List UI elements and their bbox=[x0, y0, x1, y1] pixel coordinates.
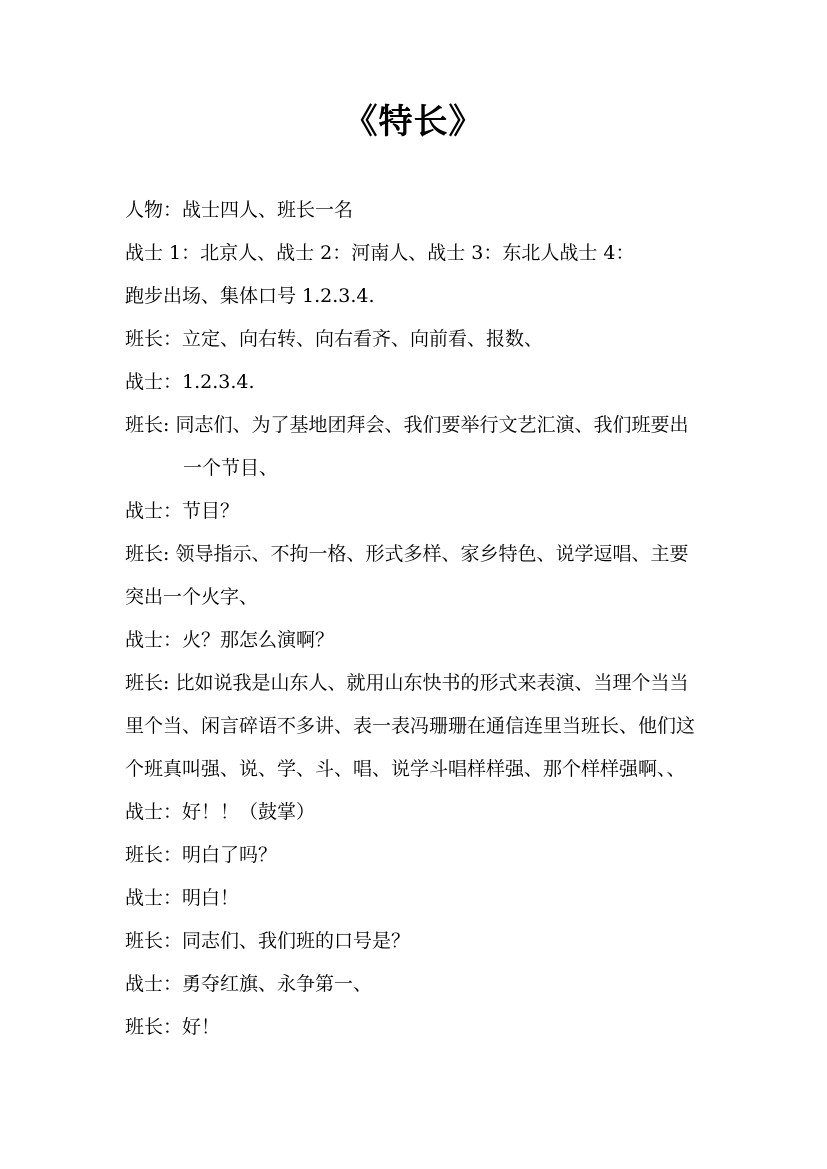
script-line-leader-example-cont-2: 个班真叫强、说、学、斗、唱、说学斗唱样样强、那个样样强啊、、 bbox=[125, 758, 686, 780]
script-line-leader-example-cont-1: 里个当、闲言碎语不多讲、表一表冯珊珊在通信连里当班长、他们这 bbox=[125, 715, 696, 737]
script-line-leader-good: 班长：好！ bbox=[125, 1016, 221, 1038]
script-line-leader-announcement-cont: 一个节目、 bbox=[183, 457, 279, 479]
script-line-soldiers-question: 战士：节目？ bbox=[125, 500, 240, 522]
script-line-soldiers-slogan: 战士：勇夺红旗、永争第一、 bbox=[125, 973, 373, 995]
script-line-soldiers-count: 战士：1.2.3.4. bbox=[125, 371, 255, 393]
script-line-soldiers-understood: 战士：明白！ bbox=[125, 887, 240, 909]
document-title: 《特长》 bbox=[343, 102, 484, 142]
script-line-leader-understand: 班长：明白了吗？ bbox=[125, 844, 278, 866]
script-line-leader-commands: 班长：立定、向右转、向右看齐、向前看、报数、 bbox=[125, 328, 544, 350]
script-line-stage-entry: 跑步出场、集体口号 1.2.3.4. bbox=[125, 285, 375, 307]
script-line-soldiers-fire: 战士：火？那怎么演啊？ bbox=[125, 629, 335, 651]
script-line-characters: 人物：战士四人、班长一名 bbox=[125, 199, 354, 221]
script-line-leader-instructions-cont: 突出一个火字、 bbox=[125, 586, 259, 608]
script-line-soldiers-intro: 战士 1：北京人、战士 2：河南人、战士 3：东北人战士 4： bbox=[125, 242, 635, 264]
script-line-soldiers-applause: 战士：好！！（鼓掌） bbox=[125, 801, 316, 823]
script-line-leader-instructions: 班长: 领导指示、不拘一格、形式多样、家乡特色、说学逗唱、主要 bbox=[125, 543, 689, 565]
script-line-leader-slogan: 班长：同志们、我们班的口号是？ bbox=[125, 930, 411, 952]
script-line-leader-announcement: 班长: 同志们、为了基地团拜会、我们要举行文艺汇演、我们班要出 bbox=[125, 414, 689, 436]
script-line-leader-example: 班长: 比如说我是山东人、就用山东快书的形式来表演、当理个当当 bbox=[125, 672, 689, 694]
